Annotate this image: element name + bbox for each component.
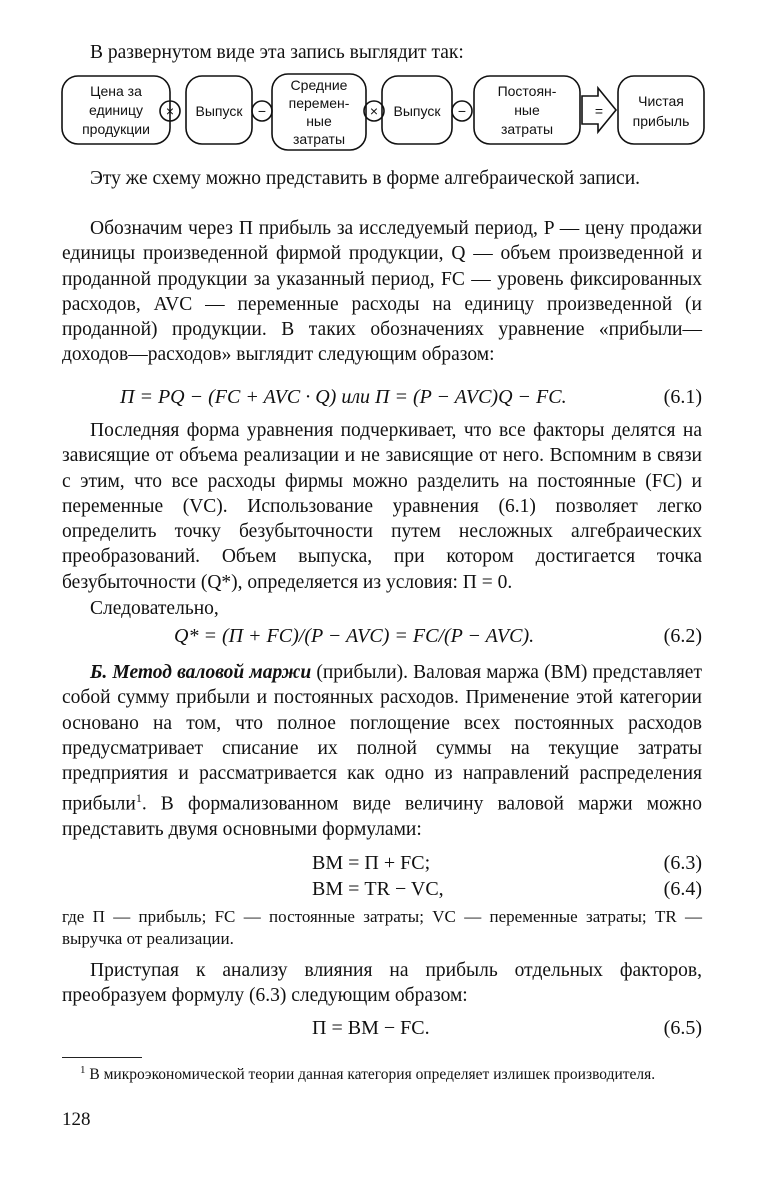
- box-net-profit: [618, 76, 704, 144]
- equation-6-5-text: П = ВМ − FC.: [312, 1017, 430, 1039]
- paragraph-5: [62, 660, 702, 843]
- profit-scheme-diagram: [0, 66, 766, 158]
- paragraph-6: Приступая к анализу влияния на прибыль отдельных факторов, преобразуем формулу (6.3) следующим образом:: [62, 960, 702, 1007]
- equation-6-1: [62, 384, 702, 410]
- box1-line1: Цена за: [90, 83, 142, 99]
- box5-line3: затраты: [500, 121, 554, 137]
- equation-6-1-text: П = PQ − (FC + AVC · Q) или П = (P − AVC)Q − FC.: [120, 386, 567, 408]
- op5-label: =: [594, 103, 604, 119]
- footnote-ref: 1: [135, 791, 142, 806]
- equation-6-1-number: (6.1): [663, 386, 702, 408]
- equation-6-5-number: (6.5): [663, 1017, 702, 1039]
- box5-line1: Постоян-: [497, 83, 557, 99]
- box2-label: Выпуск: [195, 103, 243, 119]
- op4-label: −: [457, 103, 467, 119]
- equation-6-4-text: ВМ = TR − VC,: [312, 878, 444, 900]
- footnote: [62, 1060, 702, 1085]
- intro-line: [62, 40, 702, 65]
- equation-6-2: [62, 623, 702, 649]
- paragraph-4: Следовательно,: [90, 598, 219, 619]
- legend-where: где П — прибыль; FC — постоянные затраты; VC — переменные затраты; TR — выручка от реализации.: [62, 907, 702, 948]
- box3-line4: затраты: [292, 131, 346, 147]
- method-heading: Б. Метод валовой маржи: [90, 662, 312, 683]
- box1-line2: единицу: [88, 102, 144, 118]
- paragraph-3: Последняя форма уравнения подчеркивает, что все факторы делятся на зависящие от объема реализации и не зависящие от него. Вспомним в связи с этим, что все расходы фирмы можно разделить на постоянные (FC) и переменные (VC). Использование уравнения (6.1) позволяет легко определить точку безубыточности путем несложных алгебраических преобразований. Объем выпуска, при котором достигается точка безубыточности (Q*), определяется из условия: П = 0.: [62, 420, 702, 593]
- footnote-rule: [62, 1057, 142, 1058]
- equation-6-3: [62, 850, 702, 876]
- box6-line2: прибыль: [632, 113, 690, 129]
- footnote-text: В микроэкономической теории данная категория определяет излишек производителя.: [89, 1066, 656, 1084]
- op3-label: ×: [369, 103, 379, 119]
- footnote-mark: 1: [80, 1064, 86, 1076]
- equation-6-2-number: (6.2): [663, 625, 702, 647]
- equation-6-3-text: ВМ = П + FC;: [312, 852, 431, 874]
- equation-6-3-number: (6.3): [663, 852, 702, 874]
- equation-6-2-text: Q* = (П + FC)/(P − AVC) = FC/(P − AVC).: [174, 625, 535, 647]
- box3-line3: ные: [306, 113, 332, 129]
- box3-line2: перемен-: [288, 95, 350, 111]
- box6-line1: Чистая: [638, 93, 684, 109]
- paragraph-2: Обозначим через П прибыль за исследуемый период, P — цену продажи единицы произведенной фирмой продукции, Q — объем произведенной и проданной продукции за указанный период, FC — уровень фиксированных расходов, AVC — переменные расходы на единицу произведенной (и проданной) продукции. В таких обозначениях уравнение «прибыли—доходов—расходов» выглядит следующим образом:: [62, 218, 702, 366]
- equation-6-4-number: (6.4): [663, 878, 702, 900]
- paragraph-1: Эту же схему можно представить в форме алгебраической записи.: [90, 168, 641, 189]
- box3-line1: Средние: [290, 77, 348, 93]
- page-number: 128: [62, 1109, 91, 1130]
- box5-line2: ные: [514, 102, 540, 118]
- op1-label: ×: [165, 103, 175, 119]
- equation-6-4: [62, 876, 702, 902]
- intro-text: В развернутом виде эта запись выглядит так:: [90, 42, 464, 63]
- box1-line3: продукции: [82, 121, 150, 137]
- box4-label: Выпуск: [393, 103, 441, 119]
- paragraph-5-body: (прибыли). Валовая маржа (ВМ) представляет собой сумму прибыли и постоянных расходов. Применение этой категории основано на том, что полное поглощение всех постоянных расходов предусматривает списание их полной суммы на текущие затраты предприятия и рассматривается как одно из направлений распределения прибыли: [62, 662, 702, 815]
- equation-6-5: [62, 1015, 702, 1041]
- paragraph-5-end: . В формализованном виде величину валовой маржи можно представить двумя основными формулами:: [62, 793, 702, 841]
- op2-label: −: [257, 103, 267, 119]
